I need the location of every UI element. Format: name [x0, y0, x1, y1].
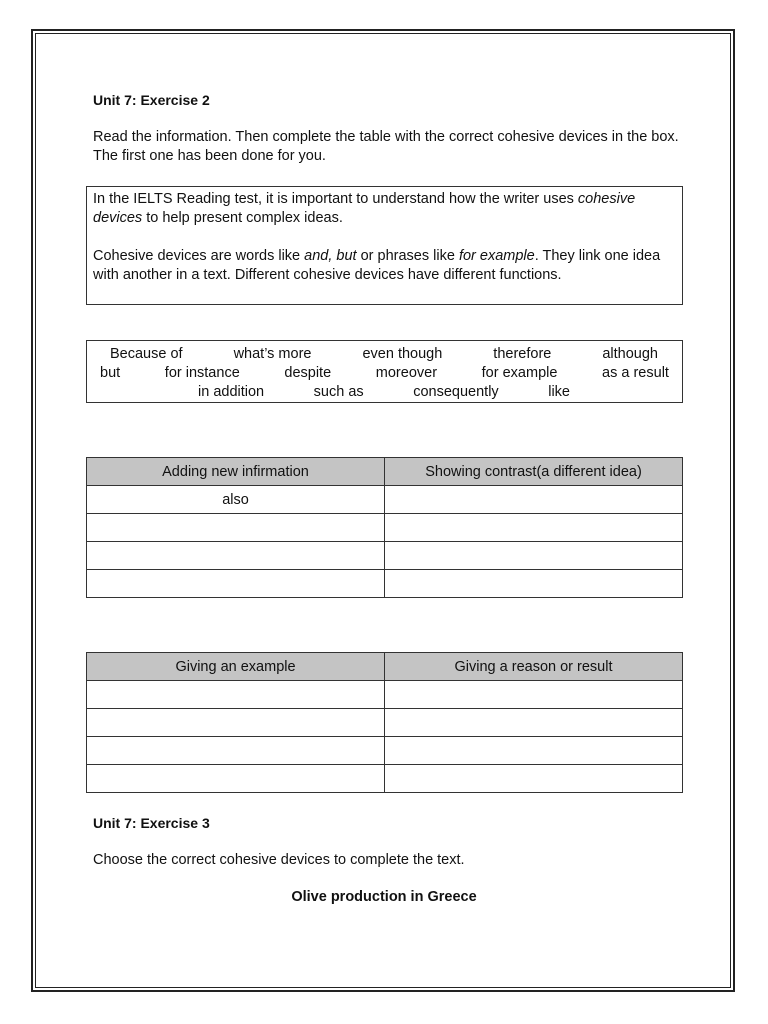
- table-row: [87, 765, 683, 793]
- table-row: [87, 737, 683, 765]
- word-row-2: [87, 364, 682, 383]
- table-cell[interactable]: [385, 709, 683, 737]
- word-option: such as: [313, 384, 364, 400]
- word-option: moreover: [375, 365, 438, 381]
- table-example-reason: [86, 652, 683, 793]
- column-header-contrast: Showing contrast(a different idea): [385, 458, 683, 486]
- word-option: Because of: [110, 346, 183, 362]
- text-title: Olive production in Greece: [291, 889, 477, 905]
- exercise2-heading: Unit 7: Exercise 2: [93, 92, 210, 108]
- table-header-row: [87, 653, 683, 681]
- table-cell[interactable]: [87, 737, 385, 765]
- word-option: but: [100, 365, 121, 381]
- table-row: [87, 542, 683, 570]
- info-emphasis: and, but: [304, 248, 357, 264]
- exercise2-instruction: Read the information. Then complete the table with the correct cohesive devices in the box. The first one has been done for you.: [93, 129, 679, 164]
- table-cell[interactable]: [385, 486, 683, 514]
- exercise3-instruction: Choose the correct cohesive devices to complete the text.: [93, 852, 465, 868]
- table-cell[interactable]: also: [87, 486, 385, 514]
- info-text: In the IELTS Reading test, it is important to understand how the writer uses: [93, 191, 578, 207]
- word-option: in addition: [198, 384, 265, 400]
- table-row: [87, 514, 683, 542]
- word-option: for example: [481, 365, 558, 381]
- info-box: [86, 186, 683, 305]
- table-row: [87, 681, 683, 709]
- word-row-1: [87, 345, 682, 364]
- word-row-3: [87, 383, 682, 402]
- table-cell[interactable]: [385, 514, 683, 542]
- exercise3-heading: Unit 7: Exercise 3: [93, 815, 210, 831]
- table-cell[interactable]: [87, 681, 385, 709]
- word-option: for instance: [164, 365, 240, 381]
- table-cell[interactable]: [385, 765, 683, 793]
- table-cell[interactable]: [385, 542, 683, 570]
- info-paragraph-1: [93, 190, 676, 228]
- word-option: what’s more: [233, 346, 312, 362]
- word-option: as a result: [602, 365, 669, 381]
- column-header-example: Giving an example: [87, 653, 385, 681]
- table-row: [87, 570, 683, 598]
- word-option: consequently: [413, 384, 499, 400]
- word-option: like: [548, 384, 570, 400]
- table-header-row: [87, 458, 683, 486]
- info-emphasis: for example: [458, 248, 535, 264]
- info-text: Cohesive devices are words like: [93, 248, 305, 264]
- table-cell[interactable]: [87, 570, 385, 598]
- table-cell[interactable]: [87, 765, 385, 793]
- info-text: or phrases like: [356, 248, 459, 264]
- table-cell[interactable]: [87, 709, 385, 737]
- word-option: even though: [362, 346, 443, 362]
- info-paragraph-2: [93, 247, 676, 285]
- info-emphasis: cohesive devices: [93, 191, 636, 226]
- table-cell[interactable]: [385, 737, 683, 765]
- word-option: although: [602, 346, 658, 362]
- table-cell[interactable]: [87, 514, 385, 542]
- word-option: despite: [284, 365, 332, 381]
- table-row: [87, 709, 683, 737]
- table-cell[interactable]: [87, 542, 385, 570]
- column-header-reason: Giving a reason or result: [385, 653, 683, 681]
- table-adding-contrast: [86, 457, 683, 598]
- word-option: therefore: [493, 346, 552, 362]
- column-header-adding: Adding new infirmation: [87, 458, 385, 486]
- info-text: to help present complex ideas.: [142, 210, 343, 226]
- table-cell[interactable]: [385, 570, 683, 598]
- info-text: . They link one idea with another in a text. Different cohesive devices have different functions.: [93, 248, 661, 283]
- table-row: [87, 486, 683, 514]
- word-box: [86, 340, 683, 403]
- table-cell[interactable]: [385, 681, 683, 709]
